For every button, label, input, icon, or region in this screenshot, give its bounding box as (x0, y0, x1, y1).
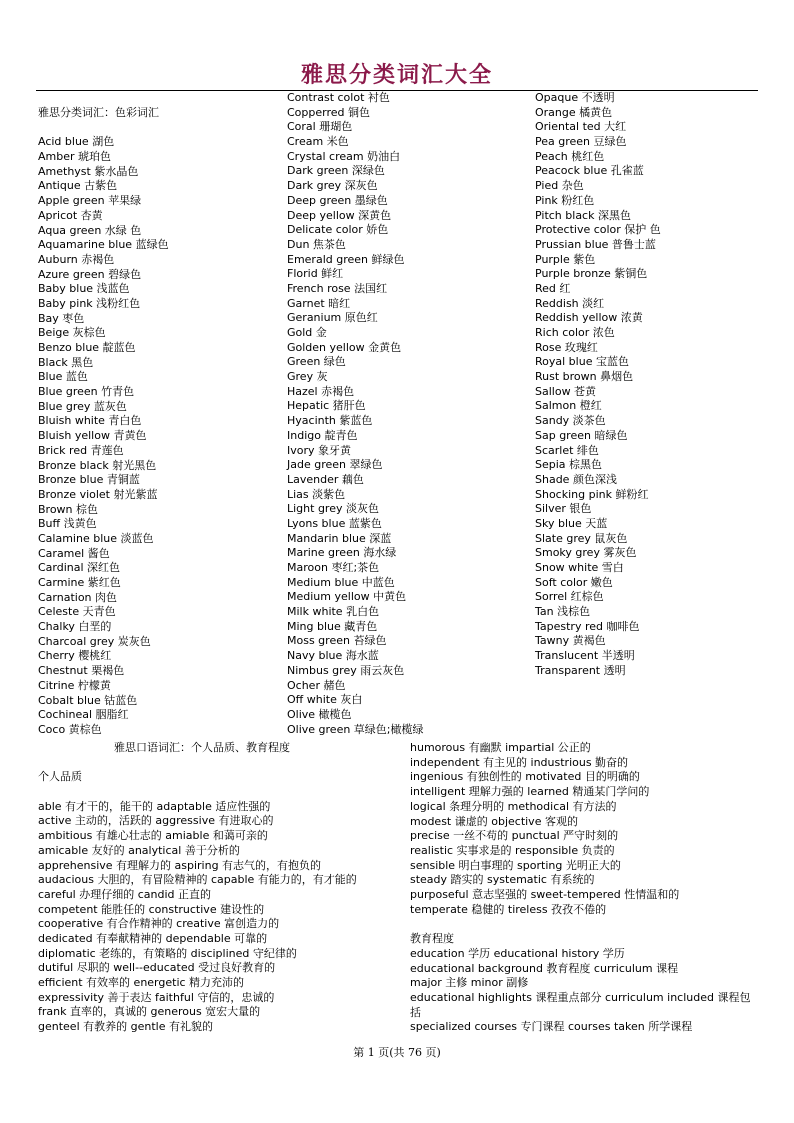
spacer (38, 756, 398, 771)
vocab-entry: Dark grey 深灰色 (287, 179, 378, 193)
vocab-entry: Coral 珊瑚色 (287, 120, 353, 134)
vocab-entry: dedicated 有奉献精神的 dependable 可靠的 (38, 931, 268, 945)
vocab-entry: Chestnut 栗褐色 (38, 664, 125, 678)
vocab-entry: Black 黑色 (38, 355, 94, 369)
vocab-entry: Citrine 柠檬黄 (38, 678, 111, 692)
vocab-entry: Coco 黄棕色 (38, 722, 102, 736)
vocab-entry: amicable 友好的 analytical 善于分析的 (38, 843, 240, 857)
vocab-entry: Navy blue 海水蓝 (287, 649, 379, 663)
vocab-entry: Shade 颜色深浅 (535, 472, 617, 486)
color-vocab-column-1 (38, 106, 169, 738)
vocab-entry: Blue 蓝色 (38, 370, 88, 384)
vocab-entry: Beige 灰棕色 (38, 326, 106, 340)
vocab-entry: Purple bronze 紫铜色 (535, 267, 648, 281)
vocab-entry: Brick red 青莲色 (38, 443, 124, 457)
vocab-entry: Medium blue 中蓝色 (287, 575, 395, 589)
spacer (38, 785, 398, 800)
subsection-heading: 教育程度 (410, 932, 454, 946)
vocab-entry: Prussian blue 普鲁士蓝 (535, 237, 656, 251)
vocab-entry: Aqua green 水绿 色 (38, 223, 142, 237)
page-number: 第 1 页(共 76 页) (353, 1046, 441, 1059)
vocab-entry: Marine green 海水绿 (287, 546, 397, 560)
vocab-entry: Calamine blue 淡蓝色 (38, 531, 154, 545)
vocab-entry: active 主动的，活跃的 aggressive 有进取心的 (38, 814, 274, 828)
vocab-entry: Smoky grey 雾灰色 (535, 546, 637, 560)
vocab-entry: Antique 古紫色 (38, 179, 118, 193)
vocab-entry: Pied 杂色 (535, 179, 584, 193)
vocab-entry: Translucent 半透明 (535, 649, 635, 663)
vocab-entry: Silver 银色 (535, 502, 592, 516)
vocab-entry: Sandy 淡茶色 (535, 414, 606, 428)
vocab-entry: Apricot 杏黄 (38, 208, 103, 222)
vocab-entry: Brown 棕色 (38, 502, 99, 516)
vocab-entry: Shocking pink 鲜粉红 (535, 487, 649, 501)
vocab-entry: Cream 米色 (287, 135, 349, 149)
vocab-entry: Nimbus grey 雨云灰色 (287, 663, 405, 677)
spacer (410, 917, 760, 932)
vocab-entry: Carnation 肉色 (38, 590, 118, 604)
vocab-entry: competent 能胜任的 constructive 建设性的 (38, 902, 265, 916)
vocab-list (38, 135, 169, 737)
vocab-entry: educational background 教育程度 curriculum 课程 (410, 961, 679, 975)
vocab-entry: Snow white 雪白 (535, 561, 624, 574)
vocab-entry: Olive 橄榄色 (287, 707, 352, 721)
vocab-entry: Bronze violet 射光紫蓝 (38, 487, 158, 501)
vocab-entry: intelligent 理解力强的 learned 精通某门学问的 (410, 785, 650, 799)
vocab-entry: Medium yellow 中黄色 (287, 590, 407, 604)
vocab-entry: Pea green 豆绿色 (535, 135, 627, 149)
vocab-entry: Dun 焦茶色 (287, 237, 346, 251)
vocab-entry: Cochineal 胭脂红 (38, 708, 129, 722)
vocab-entry: Scarlet 绯色 (535, 443, 599, 457)
vocab-entry: expressivity 善于表达 faithful 守信的，忠诚的 (38, 990, 275, 1004)
vocab-entry: Opaque 不透明 (535, 91, 615, 104)
vocab-entry: Delicate color 娇色 (287, 223, 389, 237)
vocab-entry: Peach 桃红色 (535, 149, 605, 163)
vocab-entry: Tawny 黄褐色 (535, 634, 606, 648)
vocab-entry: education 学历 educational history 学历 (410, 946, 625, 960)
vocab-list (38, 800, 398, 1035)
vocab-entry: Lavender 藕色 (287, 472, 364, 486)
vocab-entry: Orange 橘黄色 (535, 105, 613, 119)
vocab-entry: Azure green 碧绿色 (38, 267, 142, 281)
vocab-entry: Crystal cream 奶油白 (287, 149, 401, 163)
vocab-entry: Baby pink 浅粉红色 (38, 296, 141, 310)
vocab-entry: Royal blue 宝蓝色 (535, 355, 629, 369)
vocab-entry: Carmine 紫红色 (38, 576, 121, 589)
vocab-entry: Hazel 赤褐色 (287, 384, 355, 398)
vocab-entry: Cobalt blue 钴蓝色 (38, 693, 138, 707)
vocab-entry: independent 有主见的 industrious 勤奋的 (410, 755, 629, 769)
vocab-entry: Bay 枣色 (38, 311, 85, 325)
vocab-entry: Sap green 暗绿色 (535, 428, 628, 442)
vocab-entry: Buff 浅黄色 (38, 517, 97, 531)
vocab-entry: Contrast colot 衬色 (287, 91, 390, 104)
vocab-entry: Slate grey 鼠灰色 (535, 531, 628, 545)
vocab-entry: Olive green 草绿色;橄榄绿 (287, 722, 424, 736)
personal-quality-column-right (410, 741, 760, 1035)
vocab-entry: Bluish yellow 青黄色 (38, 429, 147, 443)
vocab-entry: Chalky 白垩的 (38, 620, 112, 634)
vocab-entry: Ivory 象牙黄 (287, 443, 352, 457)
vocab-entry: Dark green 深绿色 (287, 164, 385, 178)
vocab-entry: Caramel 酱色 (38, 546, 110, 560)
vocab-entry: educational highlights 课程重点部分 curriculum included 课程包括 (410, 990, 751, 1019)
vocab-entry: Pink 粉红色 (535, 193, 595, 207)
vocab-entry: Sorrel 红棕色 (535, 590, 604, 604)
vocab-entry: ambitious 有雄心壮志的 amiable 和蔼可亲的 (38, 829, 268, 843)
vocab-entry: dutiful 尽职的 well--educated 受过良好教育的 (38, 961, 276, 975)
vocab-entry: Transparent 透明 (535, 663, 626, 677)
vocab-entry: Off white 灰白 (287, 693, 363, 707)
vocab-entry: Cherry 樱桃红 (38, 649, 112, 663)
personal-quality-column-left (38, 741, 398, 1035)
vocab-entry: Mandarin blue 深蓝 (287, 531, 392, 545)
vocab-entry: Moss green 苔绿色 (287, 634, 387, 648)
document-title: 雅思分类词汇大全 (300, 63, 493, 88)
vocab-entry: Blue grey 蓝灰色 (38, 399, 127, 413)
color-vocab-column-2 (287, 91, 424, 737)
vocab-entry: frank 直率的，真诚的 generous 宽宏大量的 (38, 1005, 261, 1019)
vocab-entry: Green 绿色 (287, 355, 346, 369)
vocab-entry: Amethyst 紫水晶色 (38, 164, 139, 178)
vocab-entry: Copperred 铜色 (287, 105, 370, 119)
vocab-entry: realistic 实事求是的 responsible 负责的 (410, 843, 615, 857)
vocab-entry: Light grey 淡灰色 (287, 502, 379, 516)
vocab-entry: efficient 有效率的 energetic 精力充沛的 (38, 976, 245, 989)
vocab-entry: Bluish white 青白色 (38, 414, 142, 428)
vocab-entry: Rust brown 鼻烟色 (535, 370, 634, 384)
vocab-entry: careful 办理仔细的 candid 正直的 (38, 887, 212, 901)
vocab-entry: Soft color 嫩色 (535, 575, 613, 589)
vocab-entry: Milk white 乳白色 (287, 605, 380, 619)
vocab-entry: purposeful 意志坚强的 sweet-tempered 性情温和的 (410, 888, 680, 902)
vocab-entry: Grey 灰 (287, 370, 328, 384)
vocab-entry: apprehensive 有理解力的 aspiring 有志气的，有抱负的 (38, 858, 322, 872)
vocab-entry: audacious 大胆的，有冒险精神的 capable 有能力的，有才能的 (38, 873, 357, 887)
vocab-entry: Ming blue 藏青色 (287, 619, 378, 633)
vocab-entry: Tan 浅棕色 (535, 605, 591, 619)
vocab-entry: Jade green 翠绿色 (287, 458, 383, 472)
vocab-entry: Lias 淡紫色 (287, 487, 346, 501)
vocab-entry: Bronze blue 青铜蓝 (38, 473, 140, 487)
vocab-entry: Garnet 暗红 (287, 296, 351, 310)
vocab-entry: modest 谦虚的 objective 客观的 (410, 814, 578, 828)
vocab-entry: Celeste 天青色 (38, 605, 116, 619)
vocab-entry: Maroon 枣红;茶色 (287, 561, 380, 574)
vocab-entry: Tapestry red 咖啡色 (535, 619, 640, 633)
vocab-entry: genteel 有教养的 gentle 有礼貌的 (38, 1020, 213, 1034)
spacer (38, 121, 169, 136)
vocab-entry: Salmon 橙红 (535, 399, 602, 413)
vocab-entry: Charcoal grey 炭灰色 (38, 634, 151, 648)
vocab-entry: specialized courses 专门课程 courses taken 所学课程 (410, 1020, 693, 1034)
vocab-entry: Apple green 苹果绿 (38, 194, 142, 208)
vocab-entry: Oriental ted 大红 (535, 120, 627, 134)
subsection-heading: 个人品质 (38, 770, 82, 784)
vocab-list (287, 91, 424, 737)
color-vocab-column-3 (535, 91, 661, 679)
vocab-entry: Indigo 靛青色 (287, 428, 358, 442)
vocab-entry: Gold 金 (287, 326, 327, 339)
vocab-entry: Benzo blue 靛蓝色 (38, 341, 136, 354)
vocab-entry: Baby blue 浅蓝色 (38, 282, 130, 296)
vocab-entry: Blue green 竹青色 (38, 385, 135, 399)
vocab-entry: Golden yellow 金黄色 (287, 340, 402, 354)
vocab-entry: Hepatic 猪肝色 (287, 399, 366, 413)
vocab-entry: Reddish yellow 浓黄 (535, 311, 643, 325)
vocab-entry: ingenious 有独创性的 motivated 目的明确的 (410, 770, 640, 784)
vocab-entry: Aquamarine blue 蓝绿色 (38, 238, 169, 252)
vocab-entry: able 有才干的，能干的 adaptable 适应性强的 (38, 799, 271, 813)
vocab-list (410, 741, 760, 917)
vocab-entry: Sky blue 天蓝 (535, 516, 608, 530)
vocab-entry: Pitch black 深黑色 (535, 208, 631, 222)
vocab-entry: Rose 玫瑰红 (535, 340, 598, 354)
vocab-entry: Cardinal 深红色 (38, 561, 121, 575)
vocab-entry: cooperative 有合作精神的 creative 富创造力的 (38, 917, 280, 931)
vocab-entry: Auburn 赤褐色 (38, 252, 115, 266)
vocab-entry: steady 踏实的 systematic 有系统的 (410, 873, 595, 887)
vocab-entry: Rich color 浓色 (535, 326, 615, 339)
section-heading: 雅思分类词汇：色彩词汇 (38, 106, 159, 119)
vocab-entry: Deep yellow 深黄色 (287, 208, 392, 222)
vocab-entry: diplomatic 老练的，有策略的 disciplined 守纪律的 (38, 946, 297, 960)
vocab-entry: Purple 紫色 (535, 252, 596, 266)
vocab-entry: Bronze black 射光黑色 (38, 458, 157, 472)
vocab-entry: Hyacinth 紫蓝色 (287, 414, 373, 428)
vocab-entry: Acid blue 湖色 (38, 135, 115, 149)
vocab-entry: major 主修 minor 副修 (410, 976, 529, 990)
vocab-entry: Reddish 淡红 (535, 296, 605, 310)
vocab-entry: Deep green 墨绿色 (287, 193, 388, 207)
vocab-entry: temperate 稳健的 tireless 孜孜不倦的 (410, 902, 607, 916)
vocab-entry: Sallow 苍黄 (535, 384, 597, 398)
vocab-entry: sensible 明白事理的 sporting 光明正大的 (410, 858, 621, 872)
vocab-entry: Amber 琥珀色 (38, 150, 112, 164)
section-heading: 雅思口语词汇：个人品质、教育程度 (114, 741, 290, 754)
vocab-entry: logical 条理分明的 methodical 有方法的 (410, 799, 617, 813)
vocab-list (410, 947, 760, 1035)
vocab-entry: precise 一丝不苟的 punctual 严守时刻的 (410, 829, 619, 843)
vocab-entry: Ocher 赭色 (287, 678, 346, 692)
vocab-entry: Emerald green 鲜绿色 (287, 252, 405, 266)
vocab-entry: Red 红 (535, 281, 571, 295)
vocab-entry: humorous 有幽默 impartial 公正的 (410, 741, 591, 754)
vocab-entry: Lyons blue 蓝紫色 (287, 516, 382, 530)
vocab-entry: Florid 鲜红 (287, 267, 344, 281)
vocab-entry: Peacock blue 孔雀蓝 (535, 164, 644, 178)
vocab-entry: Sepia 棕黑色 (535, 458, 603, 472)
vocab-entry: Geranium 原色红 (287, 311, 378, 325)
vocab-entry: French rose 法国红 (287, 281, 388, 295)
vocab-entry: Protective color 保护 色 (535, 223, 661, 237)
vocab-list (535, 91, 661, 679)
